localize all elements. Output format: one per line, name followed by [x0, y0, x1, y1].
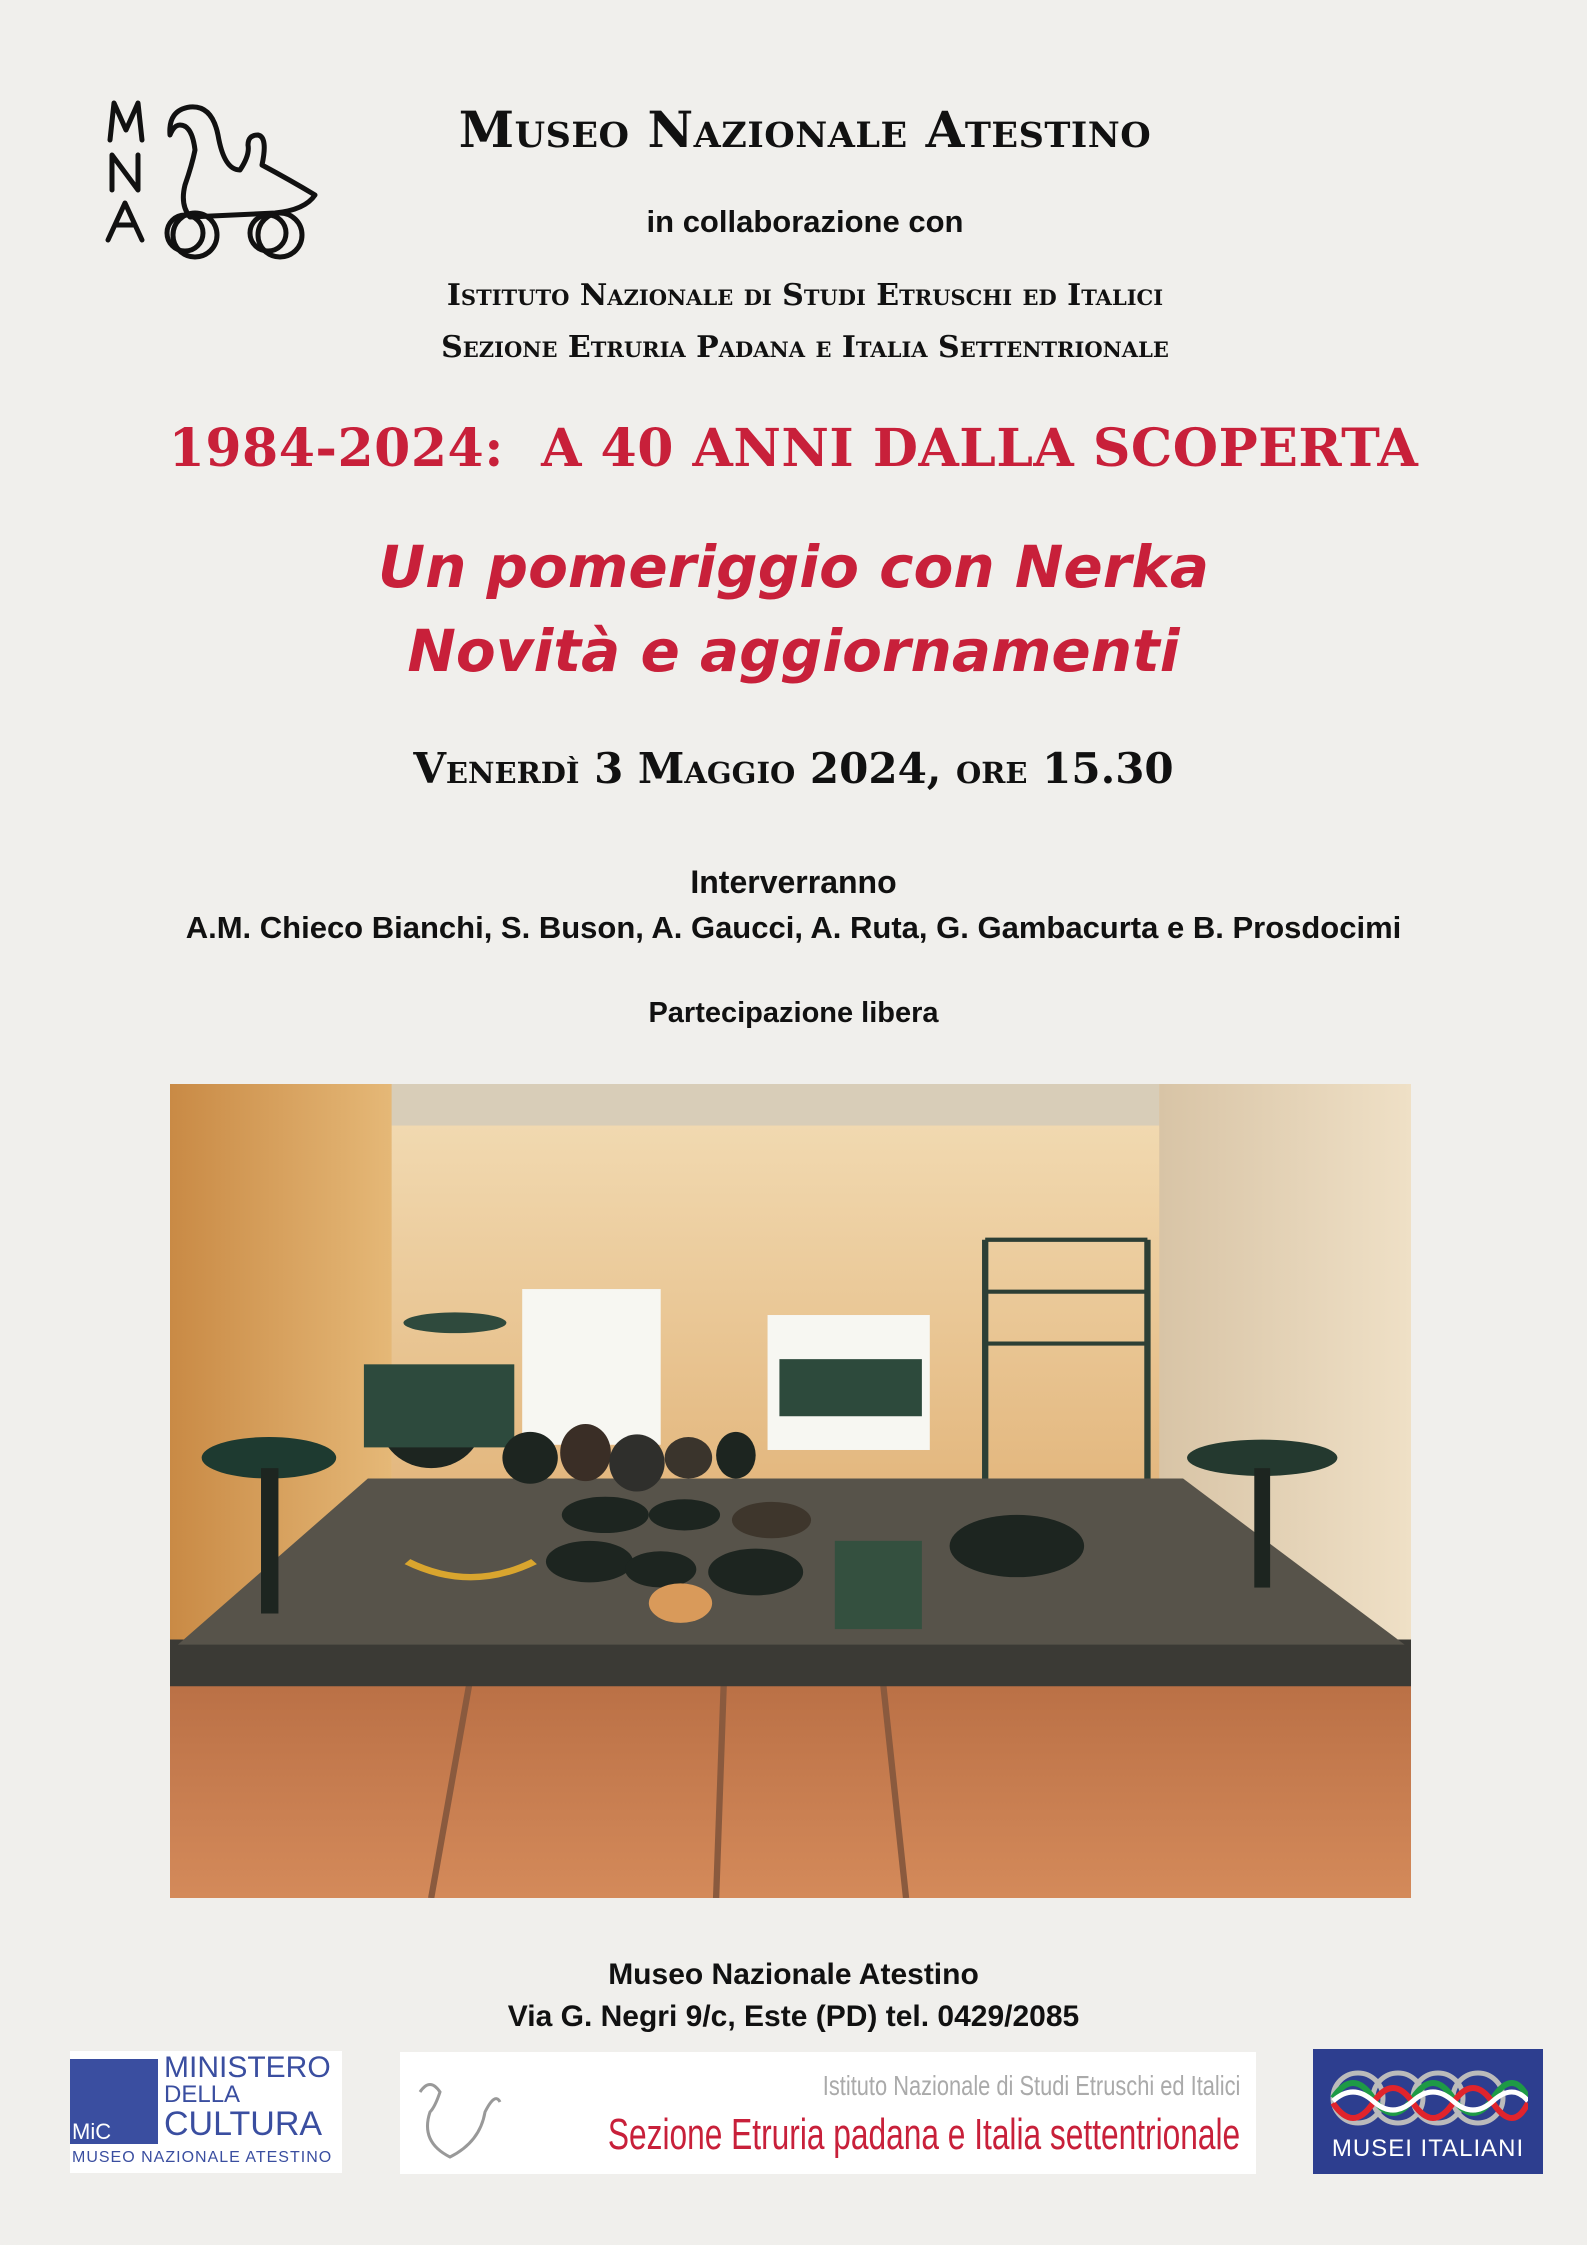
mic-caption: MUSEO NAZIONALE ATESTINO: [72, 2149, 333, 2166]
musei-italiani-logo: [1313, 2049, 1543, 2174]
institute-logo-line2: Sezione Etruria padana e Italia settentrionale: [607, 2110, 1240, 2159]
mic-line1: MINISTERO: [164, 2051, 331, 2084]
venue-name: Museo Nazionale Atestino: [608, 1958, 979, 1991]
collaboration-text: in collaborazione con: [646, 204, 964, 239]
event-date: Venerdì 3 Maggio 2024, ore 15.30: [413, 744, 1174, 793]
mic-line2: DELLA: [164, 2081, 241, 2108]
institute-logo-line1: Istituto Nazionale di Studi Etruschi ed Italici: [822, 2070, 1240, 2101]
museum-title: Museo Nazionale Atestino: [458, 100, 1152, 159]
event-headline: 1984-2024: A 40 ANNI DALLA SCOPERTA: [168, 418, 1419, 479]
admission-note: Partecipazione libera: [648, 997, 939, 1029]
event-subtitle-2: Novità e aggiornamenti: [407, 617, 1180, 685]
musei-italiani-label: MUSEI ITALIANI: [1331, 2135, 1525, 2162]
speakers-list: A.M. Chieco Bianchi, S. Buson, A. Gaucci, A. Ruta, G. Gambacurta e B. Prosdocimi: [185, 910, 1402, 945]
mna-logo: [100, 95, 320, 260]
speakers-label: Interverranno: [690, 864, 897, 900]
venue-address: Via G. Negri 9/c, Este (PD) tel. 0429/2085: [507, 2000, 1080, 2033]
griffin-icon: [400, 2072, 510, 2172]
mic-logo: [70, 2051, 342, 2173]
event-subtitle-1: Un pomeriggio con Nerka: [377, 533, 1210, 601]
mic-line3: CULTURA: [164, 2105, 323, 2143]
waves-icon: [1328, 2063, 1528, 2133]
institute-logo: [400, 2052, 1256, 2174]
mic-text: [164, 2053, 331, 2141]
institute-name: Istituto Nazionale di Studi Etruschi ed Italici: [446, 278, 1164, 313]
institute-section: Sezione Etruria Padana e Italia Settentrionale: [441, 330, 1169, 365]
mic-badge: MiC: [72, 2119, 112, 2144]
exhibit-photo: [170, 1084, 1411, 1898]
